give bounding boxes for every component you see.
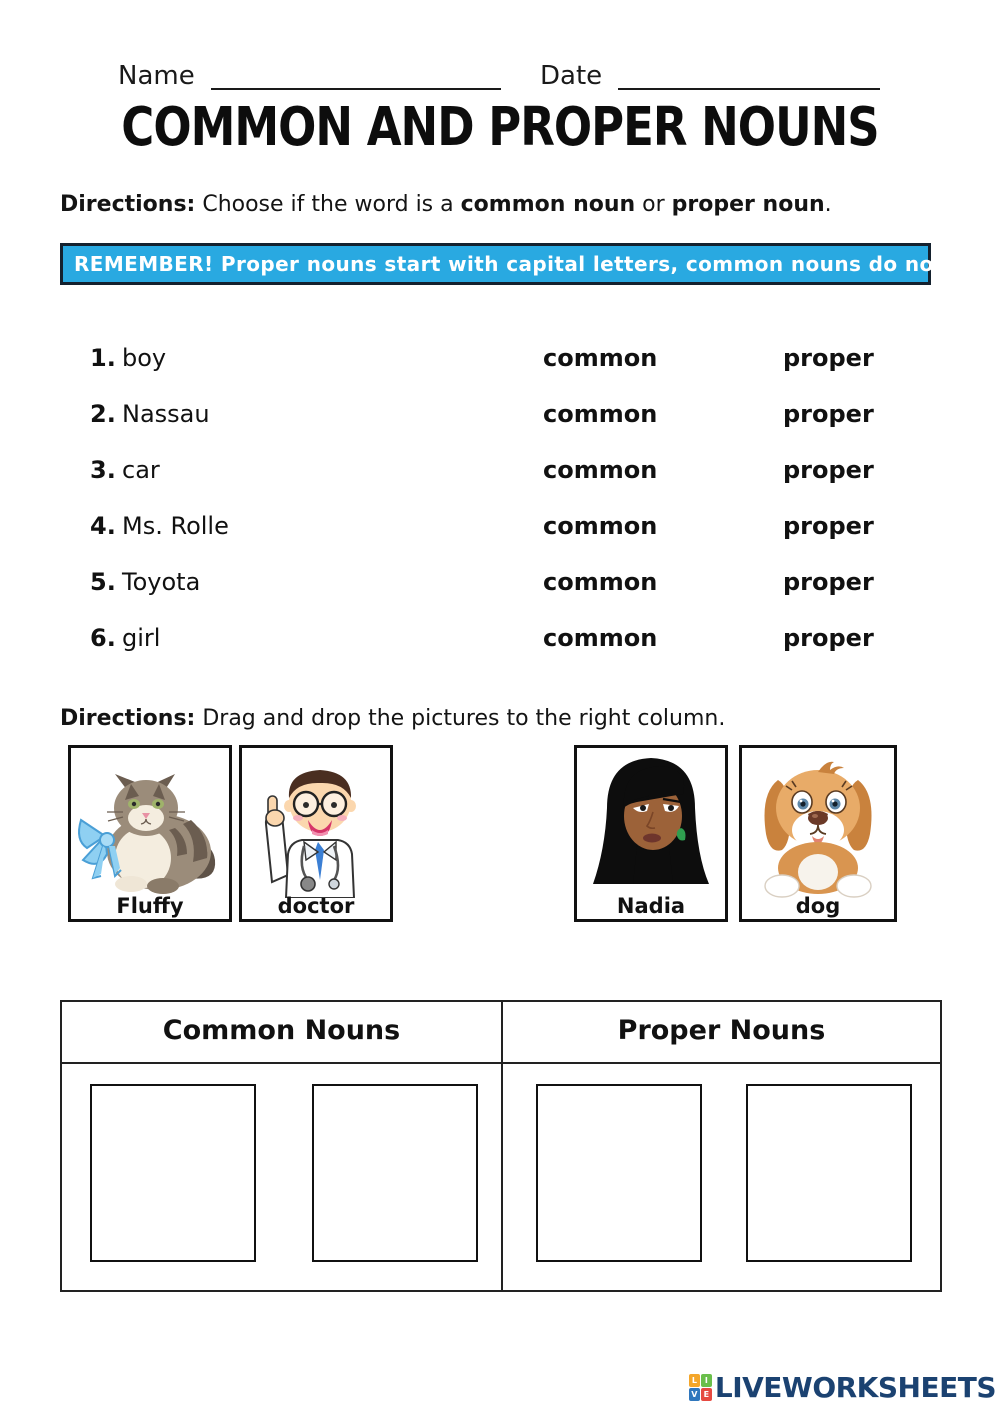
option-common-2[interactable]: common xyxy=(543,400,658,428)
quiz-row-6 xyxy=(0,624,1000,656)
column-divider xyxy=(501,1002,503,1290)
option-common-3[interactable]: common xyxy=(543,456,658,484)
card-label: dog xyxy=(795,894,841,918)
date-label: Date xyxy=(540,61,603,91)
card-label: Fluffy xyxy=(116,894,184,918)
reminder-banner: REMEMBER! Proper nouns start with capital letters, common nouns do not. xyxy=(60,243,931,285)
page-title: COMMON AND PROPER NOUNS xyxy=(121,95,879,158)
option-proper-5[interactable]: proper xyxy=(783,568,874,596)
item-word: boy xyxy=(122,344,167,372)
option-common-1[interactable]: common xyxy=(543,344,658,372)
card-label: Nadia xyxy=(616,894,686,918)
name-label: Name xyxy=(118,61,195,91)
option-proper-3[interactable]: proper xyxy=(783,456,874,484)
drag-card-nadia[interactable] xyxy=(574,745,728,922)
option-proper-4[interactable]: proper xyxy=(783,512,874,540)
option-common-5[interactable]: common xyxy=(543,568,658,596)
date-field-group xyxy=(540,60,880,91)
date-input-line[interactable] xyxy=(618,60,880,90)
item-word: Ms. Rolle xyxy=(122,512,229,540)
quiz-row-1 xyxy=(0,344,1000,376)
liveworksheets-tiles-icon xyxy=(689,1374,712,1401)
cat-with-blue-bow-image xyxy=(71,750,229,898)
directions-or: or xyxy=(635,192,672,217)
directions-label: Directions: xyxy=(60,192,196,217)
woman-with-black-hair-image xyxy=(577,750,725,898)
directions-period: . xyxy=(824,192,832,217)
option-proper-2[interactable]: proper xyxy=(783,400,874,428)
cartoon-puppy-image xyxy=(742,750,894,898)
card-label: doctor xyxy=(277,894,355,918)
brand-name: LIVEWORKSHEETS xyxy=(714,1371,996,1404)
cartoon-doctor-image xyxy=(242,750,390,898)
item-word: car xyxy=(122,456,160,484)
name-input-line[interactable] xyxy=(211,60,501,90)
item-number: 2. xyxy=(90,400,116,428)
directions-text: Choose if the word is a xyxy=(195,192,461,217)
option-proper-6[interactable]: proper xyxy=(783,624,874,652)
item-number: 5. xyxy=(90,568,116,596)
item-number: 4. xyxy=(90,512,116,540)
drag-card-fluffy[interactable] xyxy=(68,745,232,922)
drag-card-dog[interactable] xyxy=(739,745,897,922)
directions-drag-drop xyxy=(60,706,725,731)
directions-choose xyxy=(60,192,832,217)
dropzone-common-2[interactable] xyxy=(312,1084,478,1262)
logo-tile-e: E xyxy=(701,1388,712,1401)
quiz-row-2 xyxy=(0,400,1000,432)
dropzone-common-1[interactable] xyxy=(90,1084,256,1262)
logo-tile-i: I xyxy=(701,1374,712,1387)
noun-sorting-table xyxy=(60,1000,942,1292)
item-number: 6. xyxy=(90,624,116,652)
logo-tile-v: V xyxy=(689,1388,700,1401)
drag-card-doctor[interactable] xyxy=(239,745,393,922)
name-field-group xyxy=(118,60,501,91)
directions-text: Drag and drop the pictures to the right column. xyxy=(195,706,726,731)
item-number: 3. xyxy=(90,456,116,484)
item-word: girl xyxy=(122,624,161,652)
option-common-6[interactable]: common xyxy=(543,624,658,652)
common-noun-term: common noun xyxy=(460,192,636,217)
dropzone-proper-2[interactable] xyxy=(746,1084,912,1262)
option-proper-1[interactable]: proper xyxy=(783,344,874,372)
proper-noun-term: proper noun xyxy=(671,192,825,217)
quiz-row-4 xyxy=(0,512,1000,544)
quiz-row-3 xyxy=(0,456,1000,488)
item-word: Nassau xyxy=(122,400,210,428)
column-header-common-nouns: Common Nouns xyxy=(162,1015,401,1046)
column-header-proper-nouns: Proper Nouns xyxy=(617,1015,826,1046)
liveworksheets-logo xyxy=(689,1371,996,1404)
directions-label: Directions: xyxy=(60,706,196,731)
item-number: 1. xyxy=(90,344,116,372)
dropzone-proper-1[interactable] xyxy=(536,1084,702,1262)
item-word: Toyota xyxy=(122,568,201,596)
option-common-4[interactable]: common xyxy=(543,512,658,540)
logo-tile-l: L xyxy=(689,1374,700,1387)
quiz-row-5 xyxy=(0,568,1000,600)
